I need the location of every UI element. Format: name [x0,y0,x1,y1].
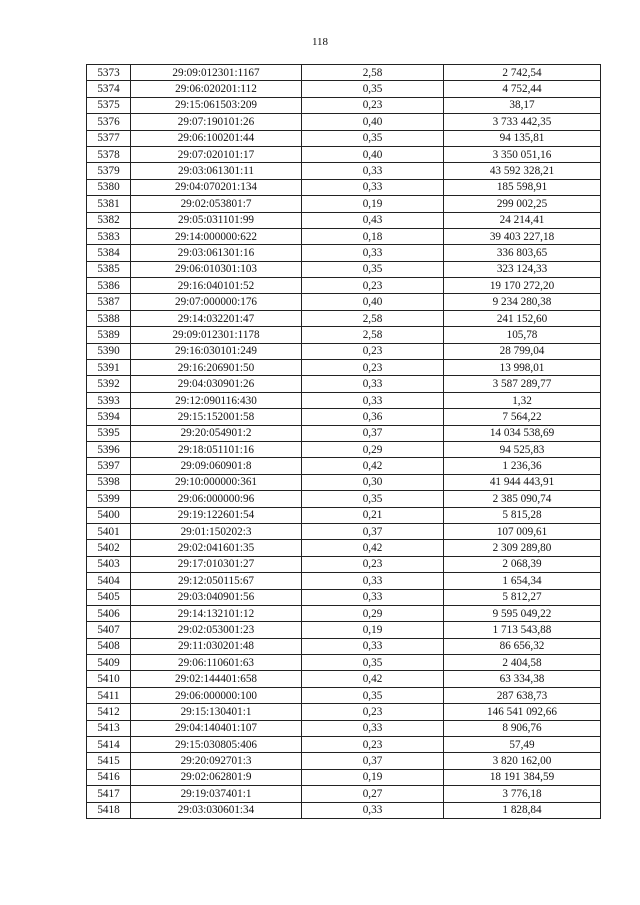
value-cell: 43 592 328,21 [444,163,601,179]
row-number-cell: 5390 [87,343,131,359]
cadastral-number-cell: 29:11:030201:48 [131,638,302,654]
table-row [87,441,601,457]
table-row [87,114,601,130]
row-number-cell: 5416 [87,769,131,785]
cadastral-number-cell: 29:17:010301:27 [131,556,302,572]
table-row [87,360,601,376]
row-number-cell: 5398 [87,474,131,490]
cadastral-number-cell: 29:07:020101:17 [131,146,302,162]
row-number-cell: 5382 [87,212,131,228]
table-row [87,753,601,769]
table-row [87,327,601,343]
value-cell: 9 595 049,22 [444,605,601,621]
value-cell: 19 170 272,20 [444,278,601,294]
cadastral-number-cell: 29:02:053001:23 [131,622,302,638]
row-number-cell: 5405 [87,589,131,605]
coefficient-cell: 0,35 [302,130,444,146]
cadastral-number-cell: 29:01:150202:3 [131,523,302,539]
coefficient-cell: 0,30 [302,474,444,490]
cadastral-number-cell: 29:10:000000:361 [131,474,302,490]
value-cell: 1,32 [444,392,601,408]
row-number-cell: 5408 [87,638,131,654]
table-row [87,786,601,802]
row-number-cell: 5380 [87,179,131,195]
data-table [86,64,601,819]
row-number-cell: 5379 [87,163,131,179]
coefficient-cell: 0,18 [302,228,444,244]
coefficient-cell: 0,33 [302,573,444,589]
table-body [87,65,601,819]
coefficient-cell: 0,42 [302,671,444,687]
value-cell: 299 002,25 [444,196,601,212]
coefficient-cell: 0,19 [302,196,444,212]
coefficient-cell: 0,43 [302,212,444,228]
cadastral-number-cell: 29:06:020201:112 [131,81,302,97]
row-number-cell: 5397 [87,458,131,474]
cadastral-number-cell: 29:14:132101:12 [131,605,302,621]
table-row [87,343,601,359]
coefficient-cell: 0,19 [302,769,444,785]
row-number-cell: 5409 [87,655,131,671]
page-number: 118 [311,36,329,48]
row-number-cell: 5377 [87,130,131,146]
value-cell: 105,78 [444,327,601,343]
value-cell: 185 598,91 [444,179,601,195]
cadastral-number-cell: 29:12:050115:67 [131,573,302,589]
value-cell: 3 776,18 [444,786,601,802]
value-cell: 3 820 162,00 [444,753,601,769]
value-cell: 3 350 051,16 [444,146,601,162]
table-row [87,278,601,294]
value-cell: 2 742,54 [444,65,601,81]
table-row [87,65,601,81]
table-row [87,212,601,228]
table-row [87,146,601,162]
coefficient-cell: 0,37 [302,753,444,769]
coefficient-cell: 0,27 [302,786,444,802]
table-row [87,491,601,507]
coefficient-cell: 2,58 [302,327,444,343]
cadastral-number-cell: 29:06:100201:44 [131,130,302,146]
coefficient-cell: 0,23 [302,704,444,720]
cadastral-number-cell: 29:05:031101:99 [131,212,302,228]
value-cell: 4 752,44 [444,81,601,97]
cadastral-number-cell: 29:02:053801:7 [131,196,302,212]
row-number-cell: 5412 [87,704,131,720]
cadastral-number-cell: 29:20:054901:2 [131,425,302,441]
table-row [87,589,601,605]
row-number-cell: 5404 [87,573,131,589]
value-cell: 107 009,61 [444,523,601,539]
table-row [87,655,601,671]
table-row [87,556,601,572]
coefficient-cell: 0,35 [302,81,444,97]
coefficient-cell: 0,35 [302,687,444,703]
coefficient-cell: 0,33 [302,163,444,179]
cadastral-number-cell: 29:15:061503:209 [131,97,302,113]
coefficient-cell: 0,33 [302,802,444,818]
table-row [87,474,601,490]
value-cell: 2 404,58 [444,655,601,671]
value-cell: 5 812,27 [444,589,601,605]
row-number-cell: 5389 [87,327,131,343]
coefficient-cell: 0,21 [302,507,444,523]
coefficient-cell: 0,23 [302,556,444,572]
cadastral-number-cell: 29:16:040101:52 [131,278,302,294]
coefficient-cell: 0,36 [302,409,444,425]
value-cell: 2 309 289,80 [444,540,601,556]
row-number-cell: 5388 [87,310,131,326]
coefficient-cell: 0,33 [302,179,444,195]
value-cell: 13 998,01 [444,360,601,376]
row-number-cell: 5384 [87,245,131,261]
table-row [87,376,601,392]
cadastral-number-cell: 29:03:040901:56 [131,589,302,605]
coefficient-cell: 0,35 [302,491,444,507]
table-row [87,458,601,474]
coefficient-cell: 0,33 [302,589,444,605]
row-number-cell: 5381 [87,196,131,212]
value-cell: 5 815,28 [444,507,601,523]
table-row [87,737,601,753]
table-row [87,196,601,212]
coefficient-cell: 0,42 [302,540,444,556]
coefficient-cell: 0,35 [302,655,444,671]
cadastral-number-cell: 29:03:030601:34 [131,802,302,818]
row-number-cell: 5378 [87,146,131,162]
row-number-cell: 5375 [87,97,131,113]
coefficient-cell: 0,37 [302,523,444,539]
cadastral-number-cell: 29:06:000000:100 [131,687,302,703]
row-number-cell: 5396 [87,441,131,457]
row-number-cell: 5417 [87,786,131,802]
table-row [87,573,601,589]
table-row [87,704,601,720]
cadastral-number-cell: 29:07:190101:26 [131,114,302,130]
table-row [87,130,601,146]
coefficient-cell: 2,58 [302,65,444,81]
table-row [87,802,601,818]
coefficient-cell: 0,23 [302,360,444,376]
row-number-cell: 5394 [87,409,131,425]
row-number-cell: 5385 [87,261,131,277]
table-row [87,687,601,703]
row-number-cell: 5383 [87,228,131,244]
coefficient-cell: 0,40 [302,114,444,130]
row-number-cell: 5413 [87,720,131,736]
value-cell: 41 944 443,91 [444,474,601,490]
row-number-cell: 5415 [87,753,131,769]
table-row [87,179,601,195]
value-cell: 336 803,65 [444,245,601,261]
cadastral-number-cell: 29:04:140401:107 [131,720,302,736]
coefficient-cell: 0,42 [302,458,444,474]
value-cell: 14 034 538,69 [444,425,601,441]
cadastral-number-cell: 29:07:000000:176 [131,294,302,310]
cadastral-number-cell: 29:03:061301:16 [131,245,302,261]
row-number-cell: 5395 [87,425,131,441]
table-row [87,507,601,523]
row-number-cell: 5373 [87,65,131,81]
value-cell: 39 403 227,18 [444,228,601,244]
value-cell: 2 385 090,74 [444,491,601,507]
row-number-cell: 5376 [87,114,131,130]
value-cell: 7 564,22 [444,409,601,425]
table-row [87,261,601,277]
row-number-cell: 5414 [87,737,131,753]
cadastral-number-cell: 29:02:144401:658 [131,671,302,687]
coefficient-cell: 0,40 [302,146,444,162]
table-row [87,622,601,638]
table-row [87,97,601,113]
cadastral-number-cell: 29:04:030901:26 [131,376,302,392]
table-row [87,228,601,244]
coefficient-cell: 0,23 [302,737,444,753]
cadastral-number-cell: 29:15:130401:1 [131,704,302,720]
row-number-cell: 5393 [87,392,131,408]
table-row [87,294,601,310]
table-row [87,409,601,425]
value-cell: 94 135,81 [444,130,601,146]
value-cell: 3 587 289,77 [444,376,601,392]
cadastral-number-cell: 29:06:110601:63 [131,655,302,671]
value-cell: 146 541 092,66 [444,704,601,720]
coefficient-cell: 0,33 [302,245,444,261]
cadastral-number-cell: 29:19:037401:1 [131,786,302,802]
coefficient-cell: 0,23 [302,343,444,359]
value-cell: 9 234 280,38 [444,294,601,310]
value-cell: 94 525,83 [444,441,601,457]
value-cell: 24 214,41 [444,212,601,228]
value-cell: 2 068,39 [444,556,601,572]
cadastral-number-cell: 29:02:041601:35 [131,540,302,556]
cadastral-number-cell: 29:15:030805:406 [131,737,302,753]
value-cell: 86 656,32 [444,638,601,654]
coefficient-cell: 0,33 [302,720,444,736]
table-row [87,245,601,261]
row-number-cell: 5400 [87,507,131,523]
value-cell: 287 638,73 [444,687,601,703]
cadastral-number-cell: 29:19:122601:54 [131,507,302,523]
cadastral-number-cell: 29:14:000000:622 [131,228,302,244]
cadastral-number-cell: 29:06:000000:96 [131,491,302,507]
row-number-cell: 5411 [87,687,131,703]
row-number-cell: 5401 [87,523,131,539]
cadastral-number-cell: 29:06:010301:103 [131,261,302,277]
row-number-cell: 5392 [87,376,131,392]
cadastral-number-cell: 29:12:090116:430 [131,392,302,408]
coefficient-cell: 0,29 [302,441,444,457]
row-number-cell: 5402 [87,540,131,556]
table-row [87,638,601,654]
coefficient-cell: 0,23 [302,97,444,113]
row-number-cell: 5418 [87,802,131,818]
coefficient-cell: 0,33 [302,392,444,408]
row-number-cell: 5387 [87,294,131,310]
cadastral-number-cell: 29:16:206901:50 [131,360,302,376]
table-row [87,769,601,785]
cadastral-number-cell: 29:09:012301:1167 [131,65,302,81]
value-cell: 18 191 384,59 [444,769,601,785]
coefficient-cell: 0,35 [302,261,444,277]
value-cell: 8 906,76 [444,720,601,736]
table-row [87,392,601,408]
table-row [87,540,601,556]
table-row [87,523,601,539]
table-row [87,163,601,179]
table-row [87,671,601,687]
value-cell: 1 828,84 [444,802,601,818]
value-cell: 323 124,33 [444,261,601,277]
row-number-cell: 5391 [87,360,131,376]
table-row [87,605,601,621]
value-cell: 1 236,36 [444,458,601,474]
value-cell: 57,49 [444,737,601,753]
coefficient-cell: 0,40 [302,294,444,310]
row-number-cell: 5403 [87,556,131,572]
coefficient-cell: 2,58 [302,310,444,326]
row-number-cell: 5386 [87,278,131,294]
cadastral-number-cell: 29:14:032201:47 [131,310,302,326]
coefficient-cell: 0,33 [302,638,444,654]
table-row [87,425,601,441]
row-number-cell: 5406 [87,605,131,621]
cadastral-number-cell: 29:20:092701:3 [131,753,302,769]
coefficient-cell: 0,19 [302,622,444,638]
value-cell: 38,17 [444,97,601,113]
row-number-cell: 5407 [87,622,131,638]
value-cell: 63 334,38 [444,671,601,687]
cadastral-number-cell: 29:15:152001:58 [131,409,302,425]
value-cell: 1 713 543,88 [444,622,601,638]
row-number-cell: 5410 [87,671,131,687]
cadastral-number-cell: 29:18:051101:16 [131,441,302,457]
table-row [87,720,601,736]
row-number-cell: 5374 [87,81,131,97]
cadastral-number-cell: 29:04:070201:134 [131,179,302,195]
cadastral-number-cell: 29:02:062801:9 [131,769,302,785]
cadastral-number-cell: 29:16:030101:249 [131,343,302,359]
table-row [87,310,601,326]
row-number-cell: 5399 [87,491,131,507]
value-cell: 241 152,60 [444,310,601,326]
value-cell: 28 799,04 [444,343,601,359]
cadastral-number-cell: 29:09:012301:1178 [131,327,302,343]
value-cell: 3 733 442,35 [444,114,601,130]
value-cell: 1 654,34 [444,573,601,589]
table-row [87,81,601,97]
cadastral-number-cell: 29:09:060901:8 [131,458,302,474]
coefficient-cell: 0,23 [302,278,444,294]
coefficient-cell: 0,33 [302,376,444,392]
cadastral-number-cell: 29:03:061301:11 [131,163,302,179]
coefficient-cell: 0,29 [302,605,444,621]
coefficient-cell: 0,37 [302,425,444,441]
